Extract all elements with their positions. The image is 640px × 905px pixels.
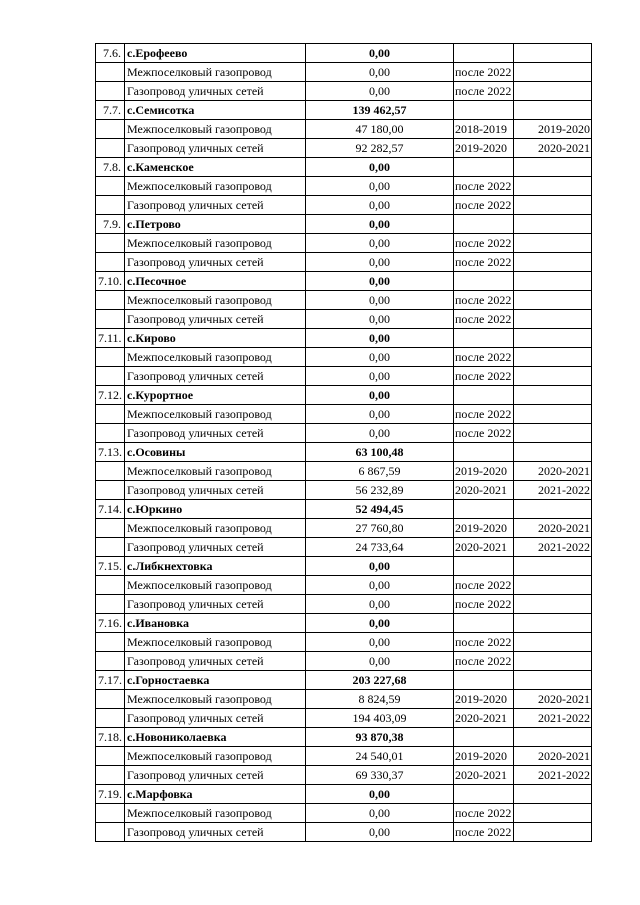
period-start: после 2022 <box>454 823 514 842</box>
table-row <box>96 785 592 804</box>
period-end <box>514 652 592 671</box>
pipeline-cost: 8 824,59 <box>306 690 454 709</box>
empty-cell <box>454 101 514 120</box>
period-end <box>514 595 592 614</box>
table-row <box>96 747 592 766</box>
pipeline-type: Межпоселковый газопровод <box>125 519 306 538</box>
settlement-name: с.Марфовка <box>125 785 306 804</box>
empty-number-cell <box>96 804 125 823</box>
table-row <box>96 614 592 633</box>
empty-number-cell <box>96 367 125 386</box>
table-row <box>96 633 592 652</box>
pipeline-cost: 27 760,80 <box>306 519 454 538</box>
table-body <box>96 44 592 842</box>
period-start: после 2022 <box>454 595 514 614</box>
table-row <box>96 44 592 63</box>
pipeline-type: Межпоселковый газопровод <box>125 348 306 367</box>
pipeline-cost: 0,00 <box>306 424 454 443</box>
table-row <box>96 481 592 500</box>
row-number: 7.10. <box>96 272 125 291</box>
empty-cell <box>514 443 592 462</box>
table-row <box>96 272 592 291</box>
empty-cell <box>454 557 514 576</box>
pipeline-type: Межпоселковый газопровод <box>125 405 306 424</box>
settlement-name: с.Песочное <box>125 272 306 291</box>
empty-number-cell <box>96 120 125 139</box>
settlement-total: 0,00 <box>306 272 454 291</box>
table-row <box>96 139 592 158</box>
table-row <box>96 500 592 519</box>
empty-number-cell <box>96 747 125 766</box>
document-page <box>95 43 591 842</box>
period-start: после 2022 <box>454 82 514 101</box>
table-row <box>96 215 592 234</box>
settlement-name: с.Осовины <box>125 443 306 462</box>
period-end: 2020-2021 <box>514 519 592 538</box>
pipeline-type: Газопровод уличных сетей <box>125 367 306 386</box>
table-row <box>96 671 592 690</box>
pipeline-cost: 0,00 <box>306 63 454 82</box>
row-number: 7.11. <box>96 329 125 348</box>
table-row <box>96 690 592 709</box>
table-row <box>96 253 592 272</box>
table-row <box>96 424 592 443</box>
table-row <box>96 234 592 253</box>
empty-number-cell <box>96 196 125 215</box>
period-end <box>514 291 592 310</box>
empty-number-cell <box>96 177 125 196</box>
settlement-total: 139 462,57 <box>306 101 454 120</box>
settlement-total: 0,00 <box>306 614 454 633</box>
pipeline-cost: 0,00 <box>306 82 454 101</box>
empty-number-cell <box>96 766 125 785</box>
table-row <box>96 348 592 367</box>
empty-cell <box>514 728 592 747</box>
period-start: 2019-2020 <box>454 462 514 481</box>
table-row <box>96 766 592 785</box>
period-end <box>514 348 592 367</box>
empty-number-cell <box>96 234 125 253</box>
table-row <box>96 63 592 82</box>
pipeline-type: Газопровод уличных сетей <box>125 766 306 785</box>
period-start: после 2022 <box>454 576 514 595</box>
period-start: 2020-2021 <box>454 766 514 785</box>
period-end: 2020-2021 <box>514 462 592 481</box>
row-number: 7.7. <box>96 101 125 120</box>
empty-cell <box>514 386 592 405</box>
pipeline-type: Межпоселковый газопровод <box>125 234 306 253</box>
table-row <box>96 158 592 177</box>
pipeline-type: Газопровод уличных сетей <box>125 253 306 272</box>
pipeline-type: Межпоселковый газопровод <box>125 177 306 196</box>
settlement-total: 0,00 <box>306 557 454 576</box>
pipeline-cost: 0,00 <box>306 234 454 253</box>
pipeline-type: Межпоселковый газопровод <box>125 747 306 766</box>
pipeline-cost: 0,00 <box>306 595 454 614</box>
row-number: 7.13. <box>96 443 125 462</box>
period-start: после 2022 <box>454 234 514 253</box>
empty-cell <box>454 386 514 405</box>
pipeline-cost: 0,00 <box>306 804 454 823</box>
settlement-total: 0,00 <box>306 785 454 804</box>
pipeline-cost: 0,00 <box>306 348 454 367</box>
period-start: 2020-2021 <box>454 709 514 728</box>
empty-number-cell <box>96 348 125 367</box>
period-start: 2019-2020 <box>454 139 514 158</box>
period-end <box>514 804 592 823</box>
pipeline-type: Газопровод уличных сетей <box>125 709 306 728</box>
row-number: 7.6. <box>96 44 125 63</box>
settlement-total: 63 100,48 <box>306 443 454 462</box>
period-end <box>514 63 592 82</box>
empty-cell <box>514 329 592 348</box>
period-start: после 2022 <box>454 196 514 215</box>
settlement-total: 52 494,45 <box>306 500 454 519</box>
empty-cell <box>514 671 592 690</box>
row-number: 7.19. <box>96 785 125 804</box>
row-number: 7.17. <box>96 671 125 690</box>
settlement-name: с.Либкнехтовка <box>125 557 306 576</box>
pipeline-cost: 0,00 <box>306 253 454 272</box>
gas-pipeline-table <box>95 43 592 842</box>
table-row <box>96 310 592 329</box>
table-row <box>96 804 592 823</box>
pipeline-type: Газопровод уличных сетей <box>125 196 306 215</box>
table-row <box>96 462 592 481</box>
period-start: после 2022 <box>454 348 514 367</box>
empty-cell <box>454 44 514 63</box>
period-end: 2021-2022 <box>514 766 592 785</box>
empty-number-cell <box>96 82 125 101</box>
empty-number-cell <box>96 595 125 614</box>
period-start: после 2022 <box>454 633 514 652</box>
pipeline-cost: 0,00 <box>306 291 454 310</box>
period-end <box>514 633 592 652</box>
period-start: после 2022 <box>454 804 514 823</box>
pipeline-cost: 47 180,00 <box>306 120 454 139</box>
pipeline-type: Межпоселковый газопровод <box>125 804 306 823</box>
empty-number-cell <box>96 481 125 500</box>
pipeline-cost: 24 540,01 <box>306 747 454 766</box>
row-number: 7.15. <box>96 557 125 576</box>
pipeline-type: Межпоселковый газопровод <box>125 633 306 652</box>
empty-cell <box>454 671 514 690</box>
period-end: 2020-2021 <box>514 139 592 158</box>
pipeline-cost: 0,00 <box>306 177 454 196</box>
pipeline-cost: 24 733,64 <box>306 538 454 557</box>
period-end: 2020-2021 <box>514 690 592 709</box>
row-number: 7.16. <box>96 614 125 633</box>
period-end: 2021-2022 <box>514 709 592 728</box>
period-end: 2019-2020 <box>514 120 592 139</box>
table-row <box>96 576 592 595</box>
pipeline-cost: 0,00 <box>306 633 454 652</box>
pipeline-cost: 6 867,59 <box>306 462 454 481</box>
empty-cell <box>454 614 514 633</box>
empty-cell <box>514 614 592 633</box>
period-start: 2019-2020 <box>454 519 514 538</box>
period-start: после 2022 <box>454 652 514 671</box>
settlement-name: с.Ивановка <box>125 614 306 633</box>
empty-cell <box>514 272 592 291</box>
period-end <box>514 367 592 386</box>
empty-cell <box>514 101 592 120</box>
empty-number-cell <box>96 690 125 709</box>
pipeline-cost: 0,00 <box>306 823 454 842</box>
empty-cell <box>454 785 514 804</box>
pipeline-cost: 92 282,57 <box>306 139 454 158</box>
empty-cell <box>514 158 592 177</box>
empty-cell <box>454 728 514 747</box>
pipeline-cost: 0,00 <box>306 310 454 329</box>
settlement-total: 93 870,38 <box>306 728 454 747</box>
period-end: 2020-2021 <box>514 747 592 766</box>
empty-number-cell <box>96 139 125 158</box>
empty-number-cell <box>96 462 125 481</box>
pipeline-cost: 56 232,89 <box>306 481 454 500</box>
period-start: 2018-2019 <box>454 120 514 139</box>
table-row <box>96 709 592 728</box>
table-row <box>96 291 592 310</box>
settlement-total: 0,00 <box>306 215 454 234</box>
period-end <box>514 310 592 329</box>
pipeline-type: Газопровод уличных сетей <box>125 595 306 614</box>
table-row <box>96 595 592 614</box>
empty-number-cell <box>96 405 125 424</box>
empty-number-cell <box>96 310 125 329</box>
row-number: 7.9. <box>96 215 125 234</box>
pipeline-cost: 69 330,37 <box>306 766 454 785</box>
empty-cell <box>454 329 514 348</box>
pipeline-type: Газопровод уличных сетей <box>125 139 306 158</box>
empty-number-cell <box>96 576 125 595</box>
settlement-name: с.Ерофеево <box>125 44 306 63</box>
pipeline-type: Газопровод уличных сетей <box>125 424 306 443</box>
settlement-total: 0,00 <box>306 44 454 63</box>
pipeline-cost: 0,00 <box>306 576 454 595</box>
empty-cell <box>514 215 592 234</box>
pipeline-cost: 194 403,09 <box>306 709 454 728</box>
settlement-total: 0,00 <box>306 158 454 177</box>
empty-number-cell <box>96 538 125 557</box>
settlement-total: 0,00 <box>306 386 454 405</box>
table-row <box>96 101 592 120</box>
empty-number-cell <box>96 424 125 443</box>
settlement-name: с.Новониколаевка <box>125 728 306 747</box>
empty-number-cell <box>96 253 125 272</box>
table-row <box>96 519 592 538</box>
table-row <box>96 82 592 101</box>
pipeline-type: Газопровод уличных сетей <box>125 310 306 329</box>
empty-cell <box>514 44 592 63</box>
row-number: 7.12. <box>96 386 125 405</box>
empty-cell <box>514 500 592 519</box>
table-row <box>96 196 592 215</box>
pipeline-type: Межпоселковый газопровод <box>125 690 306 709</box>
table-row <box>96 443 592 462</box>
pipeline-cost: 0,00 <box>306 652 454 671</box>
settlement-name: с.Каменское <box>125 158 306 177</box>
settlement-name: с.Горностаевка <box>125 671 306 690</box>
period-start: после 2022 <box>454 253 514 272</box>
row-number: 7.18. <box>96 728 125 747</box>
pipeline-type: Межпоселковый газопровод <box>125 462 306 481</box>
period-end <box>514 823 592 842</box>
table-row <box>96 405 592 424</box>
row-number: 7.8. <box>96 158 125 177</box>
settlement-name: с.Юркино <box>125 500 306 519</box>
settlement-name: с.Курортное <box>125 386 306 405</box>
period-start: 2020-2021 <box>454 481 514 500</box>
period-end: 2021-2022 <box>514 538 592 557</box>
period-end <box>514 196 592 215</box>
pipeline-type: Межпоселковый газопровод <box>125 576 306 595</box>
pipeline-cost: 0,00 <box>306 367 454 386</box>
pipeline-type: Межпоселковый газопровод <box>125 63 306 82</box>
empty-cell <box>454 443 514 462</box>
pipeline-type: Межпоселковый газопровод <box>125 291 306 310</box>
table-row <box>96 329 592 348</box>
period-end <box>514 424 592 443</box>
period-end <box>514 253 592 272</box>
pipeline-cost: 0,00 <box>306 405 454 424</box>
pipeline-type: Газопровод уличных сетей <box>125 652 306 671</box>
period-start: 2019-2020 <box>454 690 514 709</box>
period-end <box>514 576 592 595</box>
empty-number-cell <box>96 291 125 310</box>
period-start: после 2022 <box>454 177 514 196</box>
pipeline-type: Газопровод уличных сетей <box>125 538 306 557</box>
empty-number-cell <box>96 709 125 728</box>
empty-number-cell <box>96 63 125 82</box>
table-row <box>96 177 592 196</box>
table-row <box>96 120 592 139</box>
period-end <box>514 82 592 101</box>
period-end <box>514 405 592 424</box>
table-row <box>96 652 592 671</box>
empty-cell <box>454 158 514 177</box>
empty-cell <box>514 785 592 804</box>
settlement-name: с.Кирово <box>125 329 306 348</box>
empty-number-cell <box>96 652 125 671</box>
empty-cell <box>514 557 592 576</box>
pipeline-type: Газопровод уличных сетей <box>125 481 306 500</box>
pipeline-type: Газопровод уличных сетей <box>125 823 306 842</box>
settlement-total: 203 227,68 <box>306 671 454 690</box>
empty-number-cell <box>96 519 125 538</box>
table-row <box>96 386 592 405</box>
settlement-name: с.Семисотка <box>125 101 306 120</box>
pipeline-type: Газопровод уличных сетей <box>125 82 306 101</box>
settlement-total: 0,00 <box>306 329 454 348</box>
period-end <box>514 234 592 253</box>
pipeline-cost: 0,00 <box>306 196 454 215</box>
empty-cell <box>454 500 514 519</box>
settlement-name: с.Петрово <box>125 215 306 234</box>
period-end <box>514 177 592 196</box>
table-row <box>96 823 592 842</box>
period-start: после 2022 <box>454 291 514 310</box>
row-number: 7.14. <box>96 500 125 519</box>
empty-cell <box>454 272 514 291</box>
table-row <box>96 367 592 386</box>
table-row <box>96 557 592 576</box>
table-row <box>96 538 592 557</box>
empty-cell <box>454 215 514 234</box>
period-end: 2021-2022 <box>514 481 592 500</box>
period-start: после 2022 <box>454 424 514 443</box>
empty-number-cell <box>96 633 125 652</box>
period-start: после 2022 <box>454 367 514 386</box>
empty-number-cell <box>96 823 125 842</box>
table-row <box>96 728 592 747</box>
period-start: 2019-2020 <box>454 747 514 766</box>
period-start: после 2022 <box>454 405 514 424</box>
period-start: после 2022 <box>454 310 514 329</box>
period-start: 2020-2021 <box>454 538 514 557</box>
period-start: после 2022 <box>454 63 514 82</box>
pipeline-type: Межпоселковый газопровод <box>125 120 306 139</box>
